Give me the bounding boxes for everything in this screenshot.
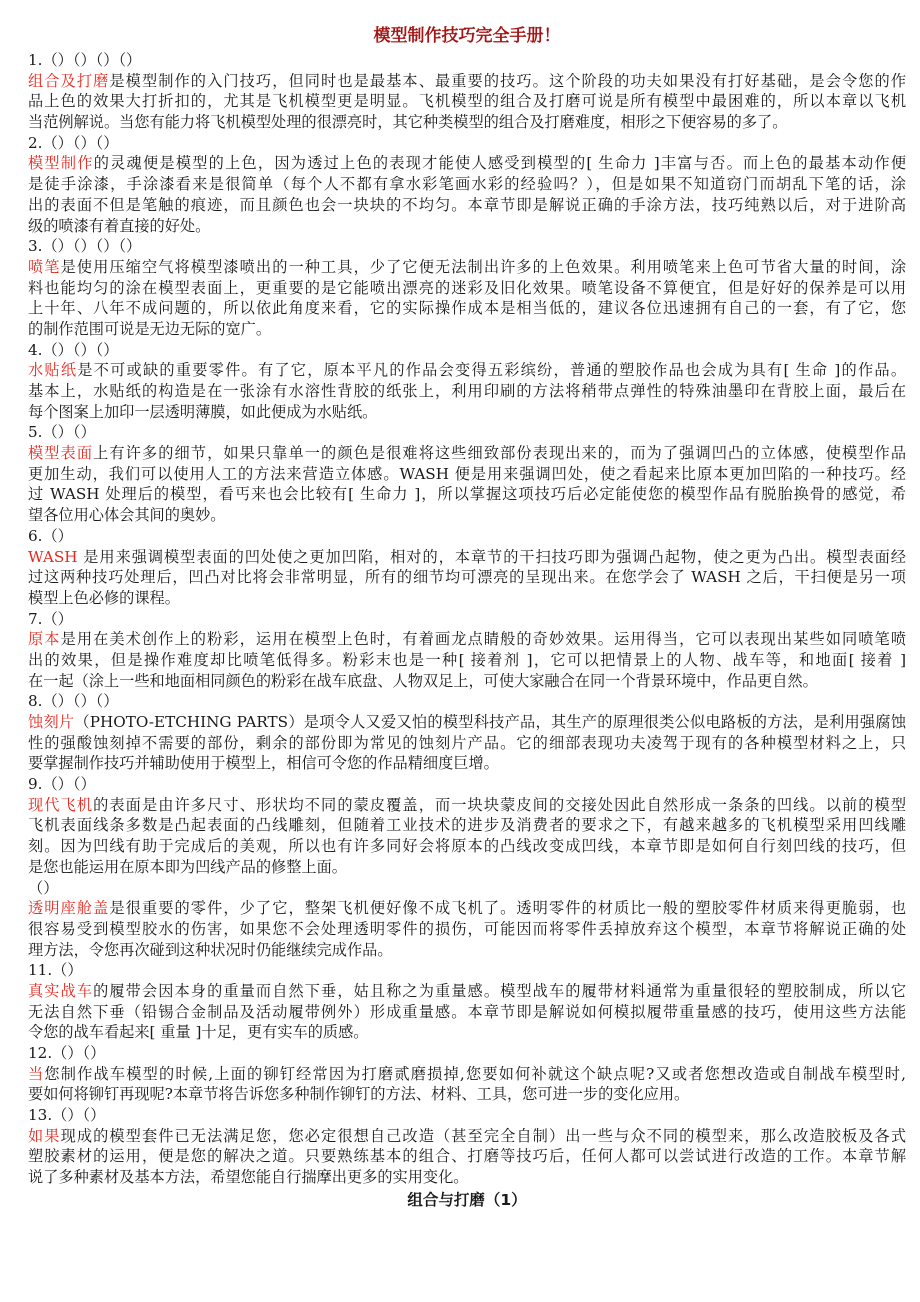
document-page (28, 22, 906, 1212)
section-number: 4.（）（）（） (28, 340, 119, 359)
paragraph-line (28, 153, 906, 174)
highlighted-term: 模型表面 (28, 444, 94, 463)
paragraph-line (28, 1022, 906, 1043)
highlighted-term: 透明座舱盖 (28, 899, 110, 918)
paragraph-text: 模型上色必修的课程。 (28, 588, 180, 607)
paragraph-line (28, 174, 906, 195)
paragraph-text: 是用来强调模型表面的凹处使之更加凹陷，相对的，本章节的干扫技巧即为强调凸起物，使之更为凸出。模型表面经 (77, 547, 906, 566)
paragraph-text: 无法自然下垂（铅锡合金制品及活动履带例外）形成重量感。本章节即是解说如何模拟履带重量感的技巧，使用这些方法能 (28, 1002, 906, 1021)
paragraph-line (28, 1126, 906, 1147)
section-number: 9.（）（） (28, 775, 96, 794)
document-section (28, 526, 906, 609)
paragraph-line (28, 464, 906, 485)
paragraph-text: 您制作战车模型的时候,上面的铆钉经常因为打磨贰磨损掉,您要如何补就这个缺点呢?又或者您想改造或自制战车模型时, (44, 1064, 906, 1083)
paragraph-line (28, 588, 906, 609)
paragraph-text: 说了多种素材及基本方法，希望您能自行揣摩出更多的实用变化。 (28, 1168, 469, 1187)
highlighted-term: 组合及打磨 (28, 71, 110, 90)
highlighted-term: 模型制作 (28, 154, 94, 173)
paragraph-line (28, 505, 906, 526)
paragraph-text: 是模型制作的入门技巧，但同时也是最基本、最重要的技巧。这个阶段的功夫如果没有打好基础，是会令您的作 (109, 71, 906, 90)
document-section (28, 691, 906, 774)
paragraph-text: 出的表面不但是笔触的痕迹，而且颜色也会一块块的不均匀。本章节即是解说正确的手涂方法，技巧纯熟以后，对于进阶高 (28, 195, 906, 214)
paragraph-line (28, 257, 906, 278)
paragraph-line (28, 898, 906, 919)
section-number: 8.（）（）（） (28, 692, 119, 711)
paragraph-text: 出的效果，但是操作难度却比喷笔低得多。粉彩末也是一种[ 接着剂 ]，它可以把情景上的人物、战车等，和地面[ 接着 ] (28, 650, 906, 669)
paragraph-text: 望各位用心体会其间的奥妙。 (28, 506, 226, 525)
document-section (28, 236, 906, 339)
highlighted-term: 水贴纸 (28, 361, 78, 380)
section-number: 3.（）（）（）（） (28, 237, 142, 256)
paragraph-line (28, 71, 906, 92)
paragraph-text: 基本上，水贴纸的构造是在一张涂有水溶性背胶的纸张上，利用印刷的方法将稍带点弹性的特殊油墨印在背胶上面，最后在 (28, 382, 906, 400)
highlighted-term: 如果 (28, 1126, 61, 1145)
paragraph-line (28, 857, 906, 878)
highlighted-term: 喷笔 (28, 257, 61, 276)
paragraph-line (28, 712, 906, 733)
section-number: 1.（）（）（）（） (28, 51, 142, 69)
section-number: 11.（） (28, 961, 83, 980)
paragraph-line (28, 650, 906, 671)
paragraph-line (28, 443, 906, 464)
highlighted-term: 原本 (28, 630, 61, 649)
paragraph-line (28, 733, 906, 754)
document-section (28, 422, 906, 525)
paragraph-text: 刻。因为凹线有助于完成后的美观，所以也有许多同好会将原本的凸线改变成凹线，本章节即是如何自行刻凹线的技巧，但 (28, 837, 906, 856)
paragraph-text: 塑胶素材的运用，便是您的解决之道。只要熟练基本的组合、打磨等技巧后，任何人都可以尝试进行改造的工作。本章节解 (28, 1147, 906, 1166)
paragraph-text: 品上色的效果大打折扣的，尤其是飞机模型更是明显。飞机模型的组合及打磨可说是所有模型中最困难的，所以本章以飞机 (28, 92, 906, 111)
paragraph-line (28, 112, 906, 133)
section-number: 13.（）（） (28, 1106, 106, 1125)
paragraph-text: 料也能均匀的涂在模型表面上，更重要的是它能喷出漂亮的迷彩及旧化效果。喷笔设备不算便宜，但是好好的保养是可以用 (28, 278, 906, 297)
section-number: 2.（）（）（） (28, 133, 119, 152)
section-number: 6.（） (28, 526, 73, 545)
paragraph-text: 过 WASH 处理后的模型，看丐来也会比较有[ 生命力 ]，所以掌握这项技巧后必定能使您的模型作品有脱胎换骨的感觉，希 (28, 485, 906, 504)
paragraph-text: 现成的模型套件已无法满足您，您必定很想自己改造（甚至完全自制）出一些与众不同的模型来，那么改造胶板及各式 (60, 1126, 906, 1145)
paragraph-text: 更加生动，我们可以使用人工的方法来营造立体感。WASH 便是用来强调凹处，使之看起来比原本更加凹陷的一种技巧。经 (28, 464, 906, 483)
sections-container (28, 50, 906, 1188)
paragraph-text: 要如何将铆钉再现呢?本章节将告诉您多种制作铆钉的方法、材料、工具，您可进一步的变化应用。 (28, 1085, 690, 1104)
paragraph-text: 飞机表面线条多数是凸起表面的凸线雕刻，但随着工业技术的进步及消费者的要求之下，有越来越多的飞机模型采用凹线雕 (28, 816, 906, 835)
document-section (28, 50, 906, 133)
highlighted-term: WASH (28, 547, 78, 566)
paragraph-text: 的灵魂便是模型的上色，因为透过上色的表现才能使人感受到模型的[ 生命力 ]丰富与否。而上色的最基本动作便 (93, 154, 906, 173)
paragraph-line (28, 1167, 906, 1188)
section-subtitle: 组合与打磨（1） (407, 1190, 527, 1209)
paragraph-text: 是徒手涂漆，手涂漆看来是很简单（每个人不都有拿水彩笔画水彩的经验吗？），但是如果不知道窃门而胡乱下笔的话，涂 (28, 175, 906, 194)
document-section (28, 340, 906, 423)
paragraph-line (28, 795, 906, 816)
document-section (28, 878, 906, 961)
paragraph-text: 上十年、八年不成问题的，所以依此角度来看，它的实际操作成本是相当低的，建议各位迅速拥有自己的一套，有了它，您 (28, 299, 906, 318)
paragraph-line (28, 1002, 906, 1023)
paragraph-text: 性的强酸蚀刻掉不需要的部份，剩余的部份即为常见的蚀刻片产品。它的细部表现功夫凌驾于现有的各种模型材料之上，只 (28, 733, 906, 752)
paragraph-line (28, 1146, 906, 1167)
section-number: 12.（）（） (28, 1044, 106, 1062)
paragraph-line (28, 484, 906, 505)
paragraph-text: 是您也能运用在原本即为凹线产品的修整上面。 (28, 857, 347, 876)
paragraph-text: 级的喷漆有着直接的好处。 (28, 216, 211, 235)
paragraph-line (28, 402, 906, 423)
document-section (28, 774, 906, 877)
highlighted-term: 现代飞机 (28, 795, 94, 814)
document-section (28, 609, 906, 692)
paragraph-text: 是很重要的零件，少了它，整架飞机便好像不成飞机了。透明零件的材质比一般的塑胶零件材质来得更脆弱，也 (109, 899, 906, 918)
paragraph-line (28, 753, 906, 774)
highlighted-term: 真实战车 (28, 981, 94, 1000)
paragraph-line (28, 919, 906, 940)
paragraph-text: 的表面是由许多尺寸、形状均不同的蒙皮覆盖，而一块块蒙皮间的交接处因此自然形成一条条的凹线。以前的模型 (93, 795, 906, 814)
paragraph-line (28, 381, 906, 402)
paragraph-line (28, 1084, 906, 1105)
paragraph-line (28, 815, 906, 836)
paragraph-line (28, 360, 906, 381)
paragraph-line (28, 298, 906, 319)
paragraph-text: 在一起（涂上一些和地面相同颜色的粉彩在战车底盘、人物双足上，可使大家融合在同一个背景环境中，作品更自然。 (28, 671, 818, 690)
paragraph-text: 过这两种技巧处理后，凹凸对比将会非常明显，所有的细节均可漂亮的呈现出来。在您学会了 WASH 之后，干扫便是另一项 (28, 568, 906, 587)
highlighted-term: 当 (28, 1064, 45, 1083)
document-title: 模型制作技巧完全手册！ (373, 26, 561, 46)
paragraph-line (28, 195, 906, 216)
paragraph-line (28, 629, 906, 650)
paragraph-line (28, 671, 906, 692)
section-number: 5.（）（） (28, 423, 96, 442)
paragraph-text: 上有许多的细节，如果只靠单一的颜色是很难将这些细致部份表现出来的，而为了强调凹凸的立体感，使模型作品 (93, 444, 906, 463)
document-section (28, 1105, 906, 1188)
paragraph-line (28, 278, 906, 299)
section-number: 7.（） (28, 609, 73, 628)
document-section (28, 1043, 906, 1105)
paragraph-line (28, 216, 906, 237)
paragraph-line (28, 319, 906, 340)
paragraph-text: 令您的战车看起来[ 重量 ]十足，更有实车的质感。 (28, 1023, 369, 1042)
paragraph-line (28, 1064, 906, 1085)
paragraph-text: 很容易受到模型胶水的伤害，如果您不会处理透明零件的损伤，可能因而将零件丢掉放弃这个模型，本章节将解说正确的处 (28, 919, 906, 938)
paragraph-line (28, 836, 906, 857)
paragraph-line (28, 91, 906, 112)
document-section (28, 133, 906, 236)
paragraph-text: 是不可或缺的重要零件。有了它，原本平凡的作品会变得五彩缤纷，普通的塑胶作品也会成为具有[ 生命 ]的作品。 (77, 361, 906, 380)
paragraph-text: 是用在美术创作上的粉彩，运用在模型上色时，有着画龙点睛般的奇妙效果。运用得当，它可以表现出某些如同喷笔喷 (60, 630, 906, 649)
paragraph-text: 是使用压缩空气将模型漆喷出的一种工具，少了它便无法制出许多的上色效果。利用喷笔来上色可节省大量的时间，涂 (60, 257, 906, 276)
paragraph-text: 理方法，令您再次碰到这种状况时仍能继续完成作品。 (28, 940, 393, 959)
document-section (28, 960, 906, 1043)
paragraph-text: 当范例解说。当您有能力将飞机模型处理的很漂亮时，其它种类模型的组合及打磨难度，相形之下便容易的多了。 (28, 113, 788, 132)
paragraph-line (28, 940, 906, 961)
paragraph-text: 要掌握制作技巧并辅助使用于模型上，相信可令您的作品精细度巨增。 (28, 754, 499, 773)
paragraph-text: （PHOTO-ETCHING PARTS）是项令人又爱又怕的模型科技产品，其生产的原理很类公似电路板的方法，是利用强腐蚀 (74, 713, 906, 731)
section-number: （） (28, 878, 59, 897)
paragraph-text: 的履带会因本身的重量而自然下垂，姑且称之为重量感。模型战车的履带材料通常为重量很轻的塑胶制成，所以它 (93, 981, 906, 1000)
paragraph-text: 的制作范围可说是无边无际的宽广。 (28, 319, 271, 338)
paragraph-line (28, 981, 906, 1002)
paragraph-line (28, 567, 906, 588)
highlighted-term: 蚀刻片 (28, 713, 75, 731)
paragraph-text: 每个图案上加印一层透明薄膜，如此便成为水贴纸。 (28, 402, 378, 421)
paragraph-line (28, 547, 906, 568)
